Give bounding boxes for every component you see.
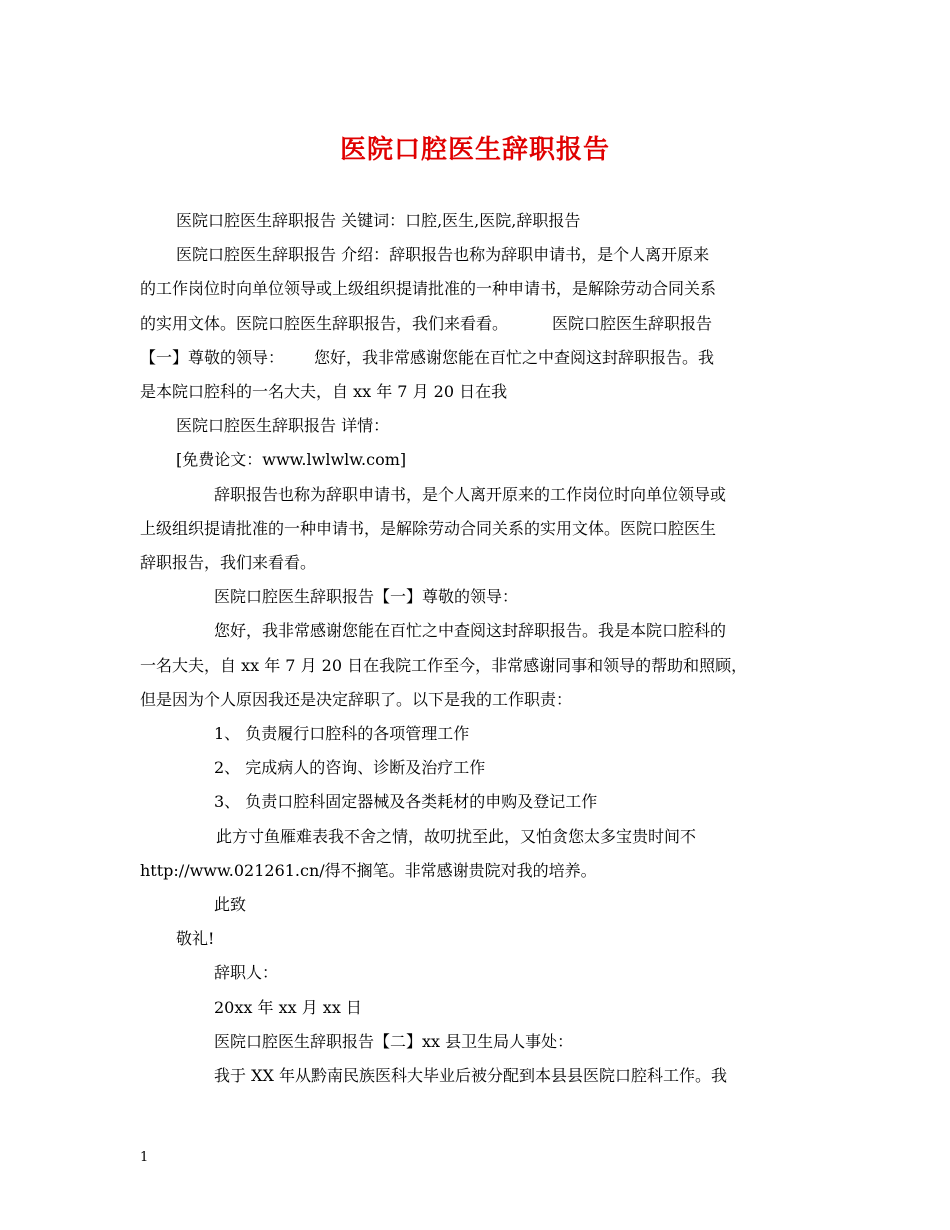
letter-line: 但是因为个人原因我还是决定辞职了。以下是我的工作职责：: [140, 689, 573, 709]
intro-line: 医院口腔医生辞职报告 介绍：辞职报告也称为辞职申请书，是个人离开原来: [176, 245, 710, 265]
paragraph-line: 上级组织提请批准的一种申请书，是解除劳动合同关系的实用文体。医院口腔医生: [140, 518, 717, 538]
letter-heading: 医院口腔医生辞职报告【二】xx 县卫生局人事处：: [214, 1031, 574, 1051]
salutation: 敬礼!: [176, 929, 215, 949]
closing-line: http://www.021261.cn/得不搁笔。非常感谢贵院对我的培养。: [140, 860, 597, 880]
duty-item: 3、 负责口腔科固定器械及各类耗材的申购及登记工作: [214, 792, 598, 812]
letter-heading: 医院口腔医生辞职报告【一】尊敬的领导：: [214, 587, 519, 607]
salutation: 此致: [214, 895, 247, 915]
intro-line: 的工作岗位时向单位领导或上级组织提请批准的一种申请书，是解除劳动合同关系: [140, 279, 717, 299]
document-title: 医院口腔医生辞职报告: [339, 135, 610, 165]
intro-line: [140, 307, 820, 341]
closing-line: 此方寸鱼雁难表我不舍之情，故叨扰至此，又怕贪您太多宝贵时间不: [216, 826, 697, 846]
intro-line: [140, 341, 820, 375]
letter-line: 您好，我非常感谢您能在百忙之中查阅这封辞职报告。我是本院口腔科的: [214, 621, 727, 641]
signature-date: 20xx 年 xx 月 xx 日: [214, 997, 362, 1017]
duty-item: 2、 完成病人的咨询、诊断及治疗工作: [214, 758, 486, 778]
intro-text: 的实用文体。医院口腔医生辞职报告，我们来看看。: [140, 313, 509, 333]
page-number: 1: [140, 1150, 149, 1165]
keywords-line: 医院口腔医生辞职报告 关键词：口腔,医生,医院,辞职报告: [176, 211, 581, 230]
letter-line: 一名大夫，自 xx 年 7 月 20 日在我院工作至今，非常感谢同事和领导的帮助和照顾，: [140, 655, 748, 675]
intro-text: 您好，我非常感谢您能在百忙之中查阅这封辞职报告。我: [314, 347, 715, 367]
letter-line: 我于 XX 年从黔南民族医科大毕业后被分配到本县县医院口腔科工作。我: [214, 1066, 727, 1086]
intro-text: 医院口腔医生辞职报告: [552, 313, 713, 333]
signature-label: 辞职人：: [214, 963, 279, 983]
duty-item: 1、 负责履行口腔科的各项管理工作: [214, 724, 470, 744]
document-body: [140, 204, 820, 1093]
paragraph-line: 辞职报告，我们来看看。: [140, 553, 317, 573]
intro-text: 【一】尊敬的领导：: [140, 347, 285, 367]
paragraph-line: 辞职报告也称为辞职申请书，是个人离开原来的工作岗位时向单位领导或: [214, 484, 727, 504]
details-label: 医院口腔医生辞职报告 详情：: [176, 416, 390, 436]
source-line: [免费论文：www.lwlwlw.com]: [176, 450, 407, 470]
intro-line: 是本院口腔科的一名大夫，自 xx 年 7 月 20 日在我: [140, 382, 508, 402]
